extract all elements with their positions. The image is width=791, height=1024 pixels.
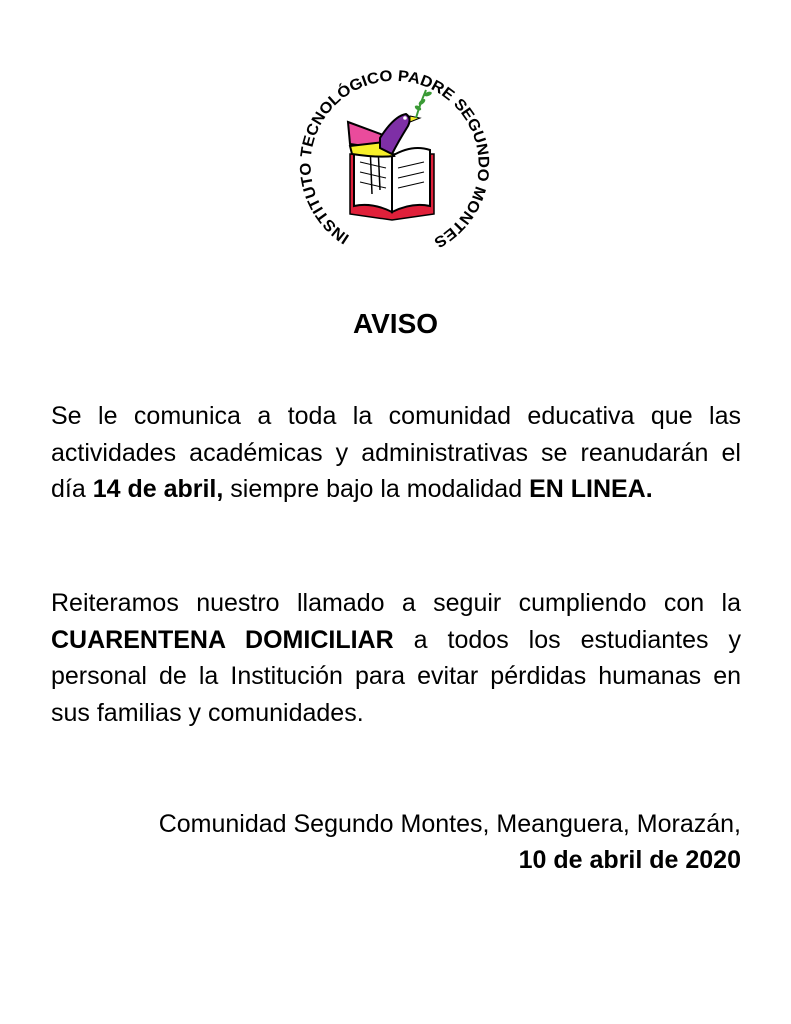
- signature-date: 10 de abril de 2020: [518, 846, 741, 874]
- p1-mode-bold: EN LINEA.: [529, 475, 653, 503]
- p2-text-2: a todos los estudiantes y personal de la Institución para evitar pérdidas humanas en sus familias y comunidades.: [51, 625, 741, 727]
- p2-text-1: Reiteramos nuestro llamado a seguir cumpliendo con la: [51, 589, 741, 617]
- p1-date-bold: 14 de abril,: [92, 475, 224, 503]
- notice-paragraph-2: [51, 585, 741, 731]
- institution-logo: [280, 44, 504, 268]
- signature-place: Comunidad Segundo Montes, Meanguera, Morazán,: [158, 810, 741, 838]
- p1-text-1: Se le comunica a toda la comunidad educativa que las actividades académicas y administrativas se reanudarán el día: [51, 402, 741, 503]
- p2-quarantine-bold: CUARENTENA DOMICILIAR: [51, 625, 394, 654]
- logo-arc-text: INSTITUTO TECNOLÓGICO PADRE SEGUNDO MONTES: [297, 67, 492, 251]
- page-title: AVISO: [352, 308, 439, 339]
- notice-paragraph-1: [51, 398, 741, 508]
- p1-text-2: siempre bajo la modalidad: [223, 475, 530, 503]
- olive-branch-icon: [414, 90, 432, 118]
- logo-emblem: [280, 44, 504, 268]
